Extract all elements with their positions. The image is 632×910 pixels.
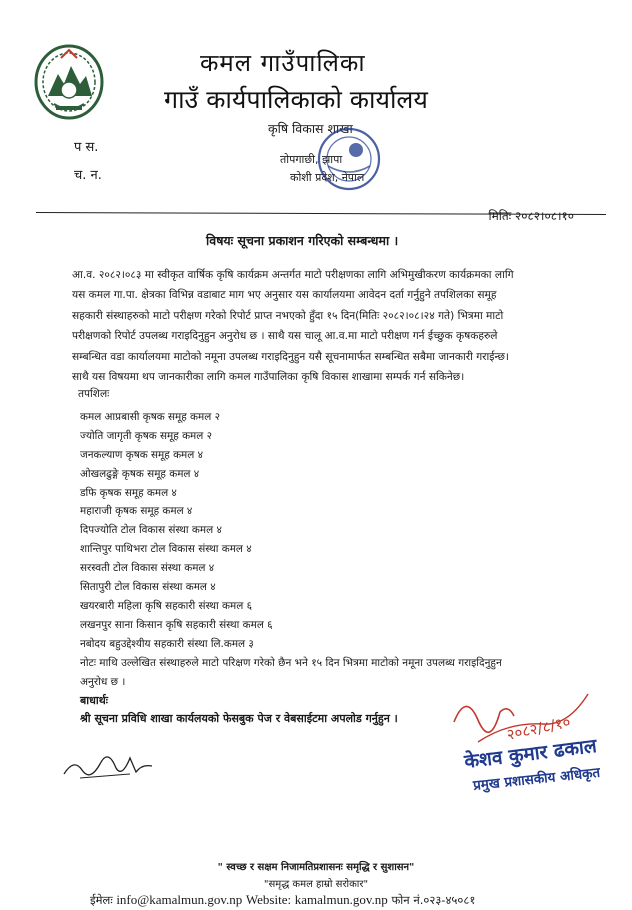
ps-label: प स. [74,140,99,155]
cn-label: च. न. [74,168,102,183]
body-line: साथै यस विषयमा थप जानकारीका लागि कमल गाउँपालिका कृषि विकास शाखामा सम्पर्क गर्न सकिनेछ। [72,371,465,383]
list-item: शान्तिपुर पाथिभरा टोल विकास संस्था कमल ४ [80,543,252,556]
officer-title: प्रमुख प्रशासकीय अधिकृत [472,764,601,794]
upload-instruction: श्री सूचना प्रविधि शाखा कार्यलयको फेसबुक पेज र वेबसाईटमा अपलोड गर्नुहुन । [80,712,398,725]
letter-subject: विषयः सूचना प्रकाशन गरिएको सम्बन्धमा । [206,233,399,248]
nepal-emblem-icon [34,44,104,120]
email-label: ईमेलः [90,893,113,907]
list-item: डफि कृषक समूह कमल ४ [80,486,177,499]
phone-number: ०२३-४५०८१ [423,893,476,907]
list-item: खयरबारी महिला कृषि सहकारी संस्था कमल ६ [80,599,252,612]
tapashil-label: तपशिलः [78,388,110,400]
body-line: परीक्षणको रिपोर्ट उपलब्ध गराइदिनुहुन अनुरोध छ । साथै यस चालू आ.व.मा माटो परीक्षण गर्न ईच्छुक कृषकहरुले [72,330,498,342]
officer-name: केशव कुमार ढकाल [463,734,598,774]
section-name: कृषि विकास शाखा [268,121,353,136]
phone-label: फोन नं. [391,893,424,907]
address-line-1: तोपगाछी, झापा [280,153,343,166]
address-line-2: कोशी प्रदेश, नेपाल [290,171,365,184]
municipality-name: कमल गाउँपालिका [200,49,366,77]
office-name: गाउँ कार्यपालिकाको कार्यालय [164,85,428,114]
left-signature-icon [60,738,160,786]
badhartha-label: बाधार्थः [80,694,108,707]
letter-date: मितिः २०८२।०८।१० [488,209,574,223]
footer-contact [90,892,475,908]
list-item: लखनपुर साना किसान कृषि सहकारी संस्था कमल ६ [80,618,273,631]
body-line: आ.व. २०८२।०८३ मा स्वीकृत वार्षिक कृषि कार्यक्रम अन्तर्गत माटो परीक्षणका लागि अभिमुखीकरण कार्यक्रमका लागि [72,269,514,281]
list-item: दिपज्योति टोल विकास संस्था कमल ४ [80,524,222,537]
list-item: जनकल्याण कृषक समूह कमल ४ [80,448,204,461]
body-line: यस कमल गा.पा. क्षेत्रका विभिन्न वडाबाट माग भए अनुसार यस कार्यालयमा आवेदन दर्ता गर्नुहुने तपशिलका समूह [72,289,497,301]
office-stamp-icon [316,126,382,192]
footer-slogan-1: " स्वच्छ र सक्षम निजामतिप्रशासनः समृद्धि र सुशासन" [217,862,415,873]
email-link[interactable]: info@kamalmun.gov.np [116,892,243,907]
website-link[interactable]: kamalmun.gov.np [294,892,388,907]
website-label: Website: [245,892,292,907]
note-line-2: अनुरोध छ । [80,676,126,688]
body-line: सम्बन्धित वडा कार्यालयमा माटोको नमूना उपलब्ध गराइदिनुहुन यसै सूचनामार्फत सम्बन्धित सबैमा जानकारी गराईन्छ। [72,351,509,363]
signature-date: २०८२/८/१० [505,712,573,744]
list-item: कमल आप्रबासी कृषक समूह कमल २ [80,411,220,423]
list-item: ज्योति जागृती कृषक समूह कमल २ [80,429,213,442]
footer-slogan-2: "समृद्ध कमल हाम्रो सरोकार" [263,879,369,890]
body-line: सहकारी संस्थाहरुको माटो परीक्षण गरेको रिपोर्ट प्राप्त नभएको हुँदा १५ दिन(मितिः २०८२।०८।२४ गते) भित्रमा माटो [72,310,504,322]
list-item: महाराजी कृषक समूह कमल ४ [80,505,193,518]
group-list [80,408,560,654]
list-item: सितापुरी टोल विकास संस्था कमल ४ [80,581,216,594]
list-item: ओखलढुङ्गे कृषक समूह कमल ४ [80,467,200,480]
note-line-1: नोटः माथि उल्लेखित संस्थाहरुले माटो परिक्षण गरेको छैन भने १५ दिन भित्रमा माटोको नमूना उपलब्ध गराइदिनुहुन [80,657,502,669]
list-item: नबोदय बहुउद्देश्यीय सहकारी संस्था लि.कमल ३ [80,637,254,650]
list-item: सरस्वती टोल विकास संस्था कमल ४ [80,562,215,575]
